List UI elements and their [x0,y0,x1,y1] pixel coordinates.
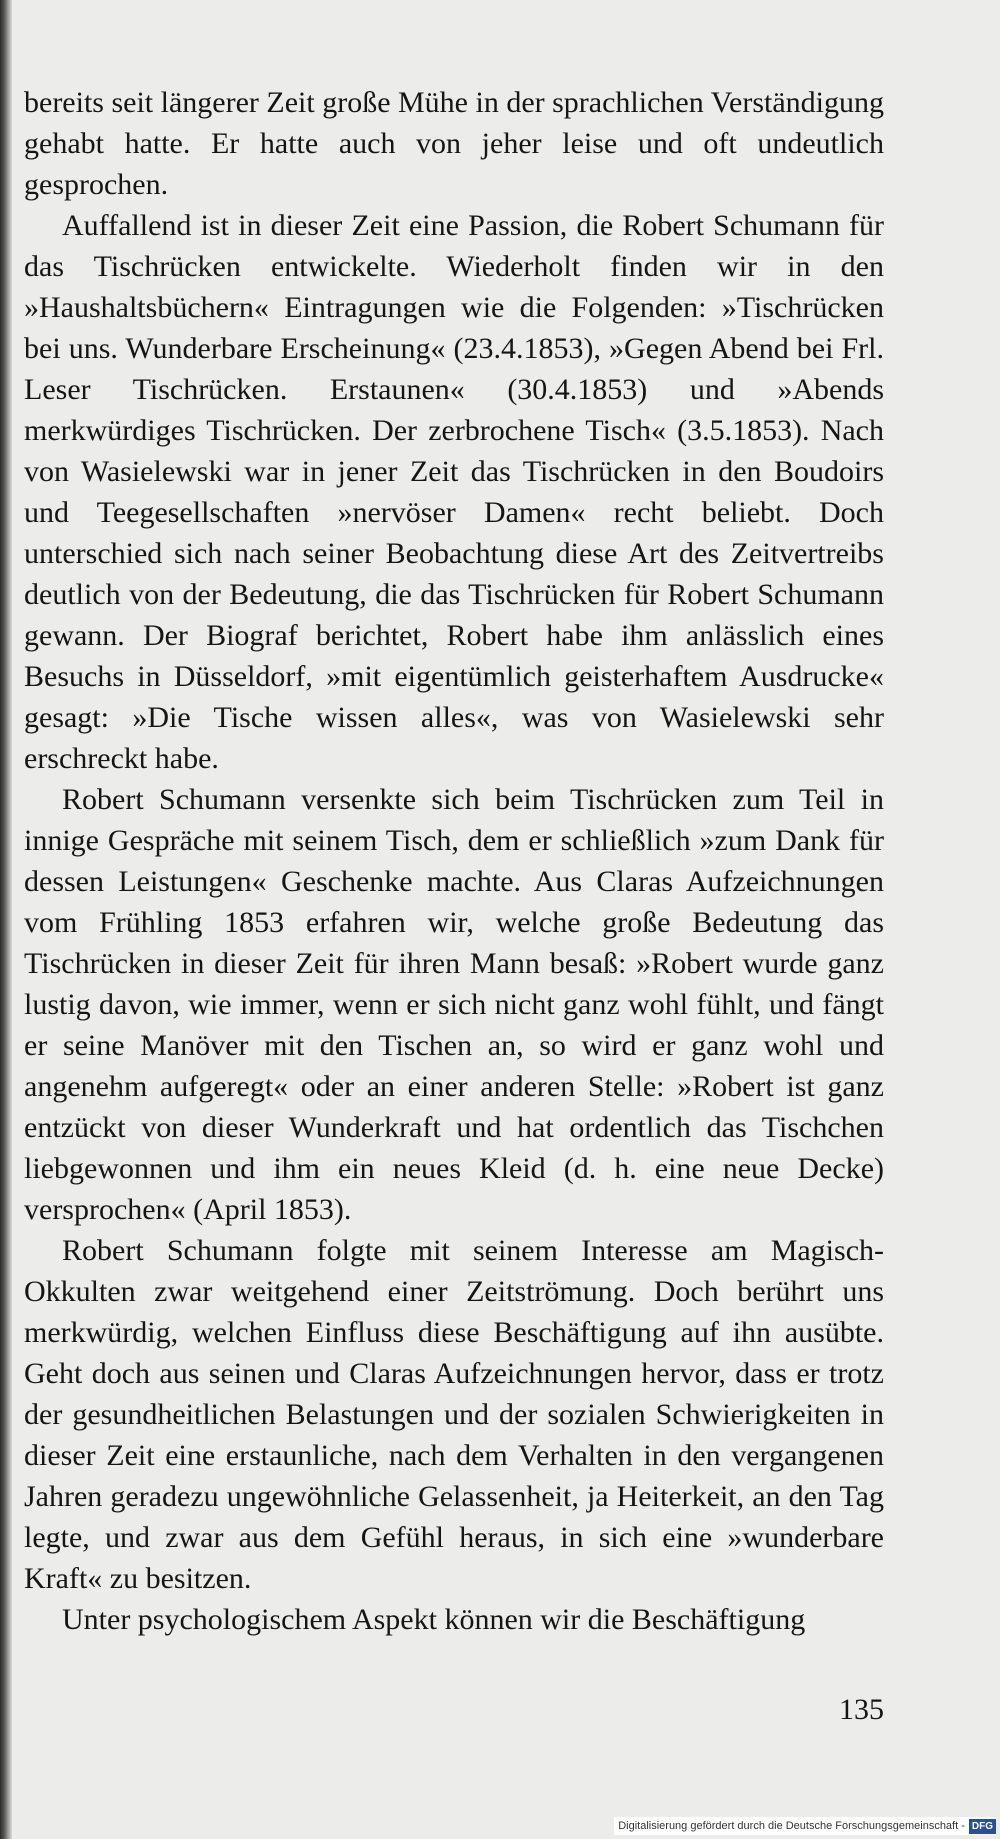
binding-edge [0,0,12,1839]
paragraph-4: Robert Schumann folgte mit seinem Interesse am Magisch-Okkulten zwar weitgehend einer Zeitströmung. Doch berührt uns merkwürdig, welchen Einfluss diese Beschäftigung auf ihn ausübte. Geht doch aus seinen und Claras Aufzeichnungen hervor, dass er trotz der gesundheitlichen Belastungen und der sozialen Schwierigkeiten in dieser Zeit eine erstaunliche, nach dem Verhalten in den vergangenen Jahren geradezu ungewöhnliche Gelassenheit, ja Heiterkeit, an den Tag legte, und zwar aus dem Gefühl heraus, in sich eine »wunderbare Kraft« zu besitzen. [24,1234,884,1595]
paragraph-5: Unter psychologischem Aspekt können wir die Beschäftigung [62,1603,806,1636]
dfg-logo: DFG [969,1819,996,1834]
body-text [24,82,884,1640]
footer-text: Digitalisierung gefördert durch die Deutsche Forschungsgemeinschaft - [618,1820,965,1832]
paragraph-1: bereits seit längerer Zeit große Mühe in der sprachlichen Verständigung gehabt hatte. Er hatte auch von jeher leise und oft undeutlich gesprochen. [24,86,884,201]
paragraph-2: Auffallend ist in dieser Zeit eine Passion, die Robert Schumann für das Tischrücken entwickelte. Wiederholt finden wir in den »Haushaltsbüchern« Eintragungen wie die Folgenden: »Tischrücken bei uns. Wunderbare Erscheinung« (23.4.1853), »Gegen Abend bei Frl. Leser Tischrücken. Erstaunen« (30.4.1853) und »Abends merkwürdiges Tischrücken. Der zerbrochene Tisch« (3.5.1853). Nach von Wasielewski war in jener Zeit das Tischrücken in den Boudoirs und Teegesellschaften »nervöser Damen« recht beliebt. Doch unterschied sich nach seiner Beobachtung diese Art des Zeitvertreibs deutlich von der Bedeutung, die das Tischrücken für Robert Schumann gewann. Der Biograf berichtet, Robert habe ihm anlässlich eines Besuchs in Düsseldorf, »mit eigentümlich geisterhaftem Ausdrucke« gesagt: »Die Tische wissen alles«, was von Wasielewski sehr erschreckt habe. [24,209,884,775]
paragraph-3: Robert Schumann versenkte sich beim Tischrücken zum Teil in innige Gespräche mit seinem Tisch, dem er schließlich »zum Dank für dessen Leistungen« Geschenke machte. Aus Claras Aufzeichnungen vom Frühling 1853 erfahren wir, welche große Bedeutung das Tischrücken in dieser Zeit für ihren Mann besaß: »Robert wurde ganz lustig davon, wie immer, wenn er sich nicht ganz wohl fühlt, und fängt er seine Manöver mit den Tischen an, so wird er ganz wohl und angenehm aufgeregt« oder an einer anderen Stelle: »Robert ist ganz entzückt von dieser Wunderkraft und hat ordentlich das Tischchen liebgewonnen und ihm ein neues Kleid (d. h. eine neue Decke) versprochen« (April 1853). [24,783,884,1226]
digitization-footer [614,1817,996,1835]
page-number: 135 [839,1693,884,1726]
